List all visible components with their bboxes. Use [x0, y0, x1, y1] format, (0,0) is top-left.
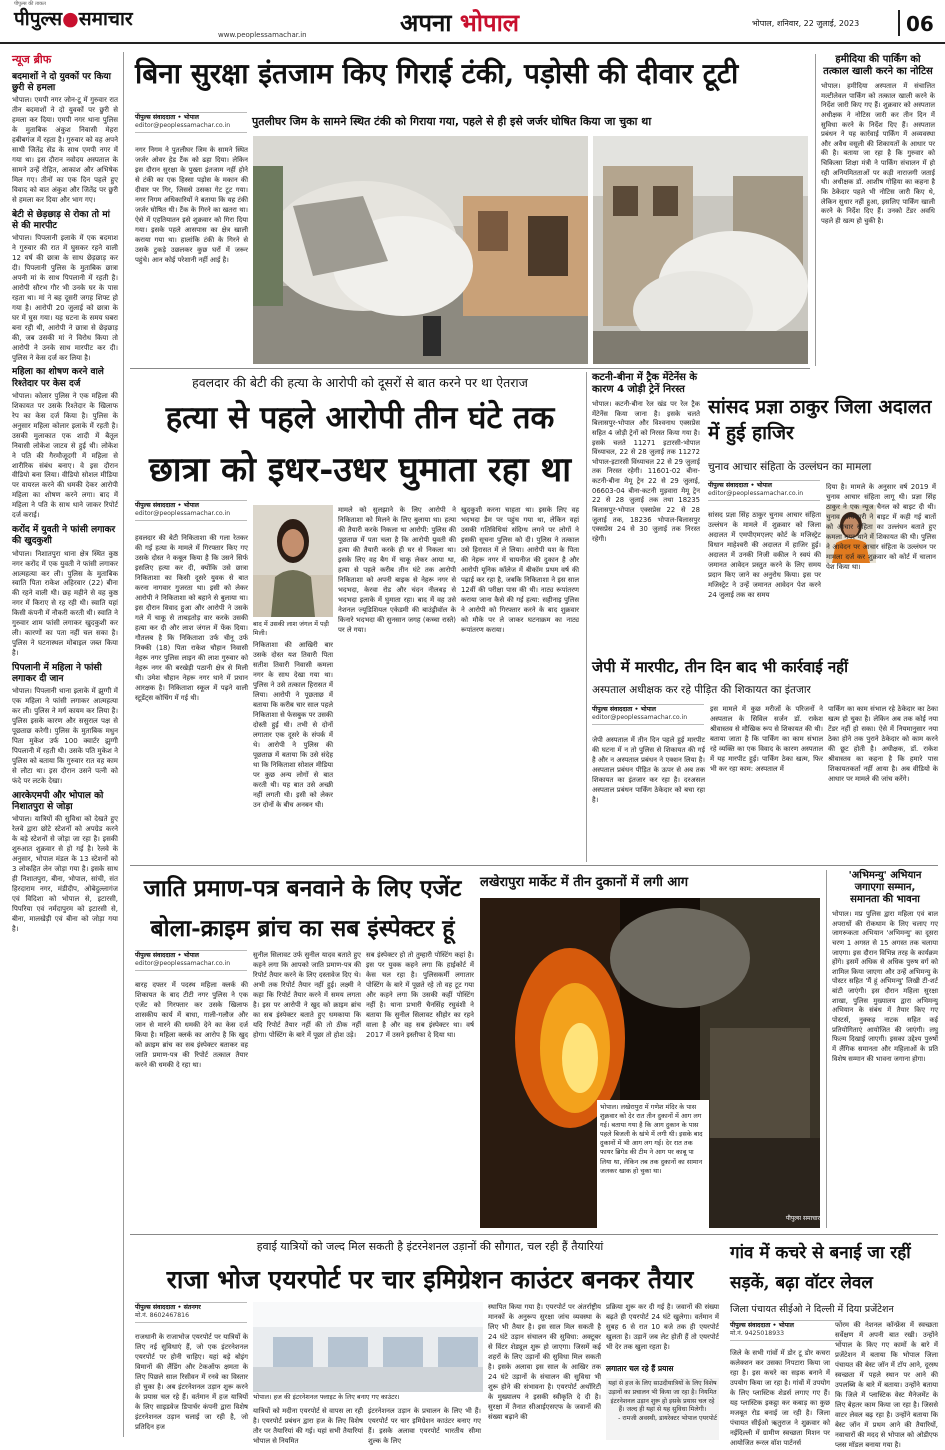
hamidia-story [815, 54, 935, 366]
airport-col-1: राजधानी के राजाभोज एयरपोर्ट पर यात्रियों के लिए नई सुविधाएं हैं, जो एक इंटरनेशनल एयरपोर्ट पर होनी चाहिए। यहां बड़े बोइंग विमानों की लैंडिंग और टेकऑफ क्षमता के लिए पिछले साल रिसीवन में रनवे का विस्तार हो चुका है। अब इंटरनेशनल उड़ान शुरू करने के प्रयास चल रहे हैं। वर्तमान में हज यात्रियों के लिए साइडवेज डिपार्चर कंपनी द्वारा विशेष इंटरनेशनल उड़ान चलाई जा रही है, जो प्रतिदिन हज [135, 1333, 248, 1431]
tank-subhead: पुतलीघर जिम के सामने स्थित टंकी को गिराया गया, पहले से ही इसे जर्जर घोषित किया जा चुका था [252, 115, 652, 128]
divider [130, 1234, 938, 1235]
airport-counter-photo [253, 1302, 483, 1392]
murder-byline: पीपुल्स संवाददाता • भोपाल editor@peoplessamachar.co.in [135, 500, 247, 530]
pragya-byline: पीपुल्स संवाददाता • भोपाल editor@peoplessamachar.co.in [708, 480, 820, 508]
brief-body: भोपाल। पिपलानी इलाके में एक बदमाश ने गुरुवार की रात में घुसकर रहने वाली 12 वर्ष की छात्रा के साथ छेड़छाड़ कर दी। पिपलानी पुलिस के मुताबिक छात्रा अपनी मां के साथ पिपलानी में रहती है। आरोपी सौरभ गौर भी उनके घर के पास रहता था। मां ने बह दूसरी जगह शिफ्ट हो गया है। आरोपी 20 जुलाई को छात्रा के घर में घुस गया। यह घटना के समय घबरा बना रही थी, आरोपी ने छात्रा से छेड़छाड़ की, जब उसकी मां ने विरोध किया तो आरोपी ने उनके साथ मारपीट कर दी। पुलिस ने केस दर्ज कर लिया है। [12, 234, 118, 362]
tank-headline: बिना सुरक्षा इंतजाम किए गिराई टंकी, पड़ोसी की दीवार टूटी [135, 57, 739, 90]
tank-photo-1 [253, 136, 588, 364]
murder-col-2: निकिताशा की आखिरी बार उसके दोस्त यश तिवारी पिता सतीश तिवारी निवासी कमला नगर के साथ देखा गया था। पुलिस ने उसे तत्काल हिरासत में लिया। आरोपी ने पूछताछ में बताया कि करीब चार साल पहले निकिताशा से फेसबुक पर उसकी दोस्ती हुई थी। तभी से दोनों लगातार एक दूसरे के संपर्क में थे। आरोपी ने पुलिस की पूछताछ में बताया कि उसे संदेह था कि निकिताशा सोशल मीडिया पर कुछ अन्य लोगों से बात करती थी। यह बात उसे अच्छी नहीं लगती थी। इसी को लेकर उन दोनों के बीच अनबन थी। [253, 641, 333, 809]
brief-headline: बेटी से छेड़छाड़ से रोका तो मां से की मारपीट [12, 209, 110, 231]
airport-col-4: स्थापित किया गया है। एयरपोर्ट पर अंतर्राष्ट्रीय मानकों के अनुरूप सुरक्षा जांच व्यवस्था के लिए भी तैयार है। इस साल मिल सकती है 24 घंटे उड़ान संचालन की सुविधा: अक्टूबर से विंटर शेड्यूल शुरू हो जाएगा। जिसमें कई शहरों के लिए उड़ानों की सुविधा मिल सकती है। इसके अलावा इस साल के आखिर तक 24 घंटे उड़ानों के संचालन की सुविधा भी शुरू होने की संभावना है। एयरपोर्ट अथॉरिटी के मुख्यालय ने इसकी स्वीकृति दे दी है। सुरक्षा में तैनात सीआईएसएफ के जवानों की संख्या बढ़ाने की [488, 1303, 601, 1421]
website: www.peoplessamachar.in [218, 31, 307, 39]
katni-body: भोपाल। कटनी-बीना रेल खंड पर रेल ट्रैक मेंटेनेंस किया जाना है। इसके चलते बिलासपुर-भोपाल और विश्वनाथ एक्सप्रेस सहित 4 जोड़ी ट्रेनों को निरस्त किया गया है। इसके चलते 11271 इटारसी-भोपाल विंध्याचल, 22 से 28 जुलाई तक 11272 भोपाल-इटारसी विंध्याचल 22 से 29 जुलाई तक निरस्त रहेगी। 11601-02 बीना-कटनी-बीना मेमू ट्रेन 22 से 29 जुलाई, 06603-04 बीना-कटनी मुड़वारा मेमू ट्रेन 22 से 28 जुलाई तक तथा 18235 बिलासपुर-भोपाल एक्सप्रेस 22 से 28 जुलाई तक, 18236 भोपाल-बिलासपुर एक्सप्रेस 24 से 30 जुलाई तक निरस्त रहेगी। [592, 400, 700, 543]
abhimanyu-body: भोपाल। मप्र पुलिस द्वारा महिला एवं बाल अपराधों की रोकथाम के लिए चलाए गए जागरूकता अभियान 'अभिमन्यु' का दूसरा चरण 1 अगस्त से 15 अगस्त तक चलाया जाएगा। इस दौरान विभिन्न तरह के कार्यक्रम होंगे। इसमें अधिक से अधिक पुरुष वर्ग को शामिल किया जाएगा और उन्हें अभिमन्यु के पोस्टर सहित 'मैं हूं अभिमन्यु' लिखी टी-शर्ट बांटी जाएंगी। इस दौरान महिला सुरक्षा शाखा, पुलिस मुख्यालय द्वारा अभिमन्यु अभियान के संबंध में तैयार किए गए पोस्टर्स, नुक्कड़ नाटक सहित कई प्रतियोगिताएं आयोजित की जाएंगी। लघु फिल्म दिखाई जाएगी। इसका उद्देश्य पुरुषों में लैंगिक समानता और महिलाओं के प्रति विशेष सम्मान की भावना जगाना होगा। [832, 910, 938, 1063]
caste-col-2: सुनील सिलावट उर्फ सुनील यादव बताते हुए कहने लगा कि आपको जाति प्रमाण-पत्र की रिपोर्ट तैयार करने के लिए दस्तावेज दिए थे। अभी तक रिपोर्ट तैयार नहीं हुई। लक्ष्मी ने कहा कि रिपोर्ट तैयार करने में समय लगता है। इस पर आरोपी ने खुद को क्राइम ब्रांच का सब इंस्पेक्टर बताते हुए धमकाया कि यदि रिपोर्ट तैयार नहीं की तो ठीक नहीं होगा। पोस्टिंग के बारे में पूछा तो होश उड़े। [253, 951, 361, 1039]
airport-col-5: प्रक्रिया शुरू कर दी गई है। जवानों की संख्या बढ़ते ही एयरपोर्ट 24 घंटे खुलेगा। वर्तमान में सुबह 6 से रात 10 बजे तक ही एयरपोर्ट खुलता है। उड़ानें जब लेट होती हैं तो एयरपोर्ट भी देर तक खुला रहता है। [606, 1303, 719, 1351]
murder-photo-caption: बाद में उसकी लाश जंगल में पड़ी मिली। [253, 620, 329, 638]
brief-body: भोपाल। एमपी नगर जोन-टू में गुरुवार रात तीन बदमाशों ने दो युवकों पर छुरी से हमला कर दिया। एमपी नगर थाना पुलिस के मुताबिक अंकुश निवासी मेहरा हबीबगंज में रहता है। गुरुवार को वह अपने साथी जितेंद्र सेंड के साथ एमपी नगर में गया था। इस दौरान नवोदय अस्पताल के सामने उन्हें रोहित, आकाश और अभिषेक मिल गए। तीनों का एक दिन पहले हुए विवाद को बात अंकुश और जितेंद्र पर छुरी से हमला कर दिया और भाग गए। [12, 96, 118, 204]
tank-body: नगर निगम ने पुतलीघर जिम के सामने स्थित जर्जर ओवर हेड टैंक को ढहा दिया। लेकिन इस दौरान सुरक्षा के पुख्ता इंतजाम नहीं होने से टंकी का एक हिस्सा पड़ोस के मकान की दीवार पर गिर, जिससे उसका गेट टूट गया। नगर निगम अधिकारियों ने बताया कि यह टंकी जर्जर घोषित थी। टैंक के गिरने का खतरा था। ऐसे में एहतियातन इसे शुक्रवार को गिरा दिया गया। इसके पहले आसपास का क्षेत्र खाली कराया गया था। हालांकि टंकी के गिरने से उसके टुकड़े उछलकर कुछ घरों में जरूर पहुंचे। आन कोई परेशानी नहीं आई है। [135, 146, 248, 264]
brief-headline: करोंद में युवती ने फांसी लगाकर की खुदकुशी [12, 525, 116, 547]
caste-headline-1: जाति प्रमाण-पत्र बनवाने के लिए एजेंट [143, 875, 462, 902]
fire-caption-box [597, 1100, 709, 1228]
murder-victim-photo [253, 505, 333, 617]
murder-kicker: हवलदार की बेटी की हत्या के आरोपी को दूसरों से बात करने पर था ऐतराज [192, 375, 528, 390]
caste-col-3: सब इंस्पेक्टर हो तो तुम्हारी पोस्टिंग कहां है। इस पर युवक कहने लगा कि हाईकोर्ट में केस चल रहा है। पुलिसकर्मी लगातार पोस्टिंग के बारे में पूछते रहे तो वह टूट गया और कहने लगा कि उसकी कहीं पोस्टिंग नहीं है। थाना प्रभारी चैनसिंह रघुवंशी ने बताया कि सुनील सिलावट सीहोर का रहने वाला है और वह सब इंस्पेक्टर था। वर्ष 2017 में उसने इस्तीफा दे दिया था। [366, 951, 474, 1039]
airport-col-2: यात्रियों को मदीना एयरपोर्ट से वापस ला रही है। एयरपोर्ट प्रबंधन द्वारा हज के लिए विशेष तौर पर तैयारियां की गई। यहां सभी तैयारियां भोपाल से नियमित [253, 1407, 363, 1445]
brief-body: भोपाल। कोलार पुलिस ने एक महिला की शिकायत पर उसके रिश्तेदार के खिलाफ रेप का केस दर्ज किया है। पुलिस के अनुसार महिला कोलार इलाके में रहती है। उसकी मुलाकात एक शादी में बैतूल निवासी लोकेश जाटव से हुई थी। लोकेश ने पति की गैरमौजूदगी में महिला से शारीरिक संबंध बनाए। वे इस दौरान वीडियो बना लिया। वीडियो सोशल मीडिया पर वायरल करने की धमकी देकर आरोपी महिला का शोषण करने लगा। बाद में महिला ने पति के साथ थाने जाकर रिपोर्ट दर्ज कराई। [12, 391, 118, 520]
fire-credit: पीपुल्स समाचार [785, 1215, 820, 1222]
caste-col-1: बारह दफ्तर में पदस्थ महिला क्लर्क की शिकायत के बाद टीटी नगर पुलिस ने एक एजेंट को गिरफ्तार कर उसके खिलाफ शासकीय कार्य में बाधा, गाली-गलौज और जान से मारने की धमकी देने का केस दर्ज किया है। महिला क्लर्क का आरोप है कि खुद को क्राइम ब्रांच का सब इंस्पेक्टर बताकर वह जाति प्रमाण-पत्र की रिपोर्ट तत्काल तैयार करने की धमकी दे रहा था। [135, 981, 248, 1069]
section-title: अपना भोपाल [400, 8, 520, 37]
divider [130, 368, 810, 369]
fire-headline: लखेरापुरा मार्केट में तीन दुकानों में लगी आग [480, 875, 689, 890]
murder-col-3: मामले को सुलझाने के लिए आरोपी ने निकिताशा को मिलने के लिए बुलाया था। हत्या की तैयारी करके निकला था आरोपी: पुलिस की पूछताछ में पता चला है कि आरोपी युवती की हत्या की तैयारी करके ही घर से निकला था। इसके लिए वह बैग में चाकू लेकर आया था, हत्या से पहले करीब तीन घंटे तक आरोपी निकिताशा को अपनी बाइक से नेहरू नगर से भदभदा, केरवा रोड और चंदन नीलबड़ से भदभदा इलाके में घुमाता रहा। बाद में वह उसे नेशनल ज्यूडिशियल एकेडमी की बाउंड्रीवॉल के किनारे भदभदा की सुनसान जगह (कच्चा रास्ते) पर ले गया। [338, 506, 456, 634]
tagline: पीपुल्स की ताकत [14, 1, 46, 7]
page-number: 06 [898, 10, 934, 36]
tank-photo-1-image [253, 136, 588, 364]
tank-byline: पीपुल्स संवाददाता • भोपाल editor@peoplessamachar.co.in [135, 112, 247, 142]
tank-photo-2-image [593, 136, 808, 364]
airport-quote-box [606, 1378, 719, 1440]
brief-body: भोपाल। यात्रियों की सुविधा को देखते हुए रेलवे द्वारा छोटे स्टेशनों को अपग्रेड करने के बड़े स्टेशनों से जोड़ा जा रहा है। इसकी शुरुआत शुक्रवार से हो गई है। रेलवे के अनुसार, भोपाल मंडल के 13 स्टेशनों को 3 लोकहित लेन जोड़ा गया है। इसके साथ ही निशातपुरा, बीना, भोपाल, सांची, संत हिरदाराम नगर, मंडीदीप, ओबेदुल्लागंज एवं विदिशा को भोपाल से, इटारसी, पिपरिया एवं नर्मदापुरम को इटारसी से, बीना, मालखेड़ी एवं बीना को जोड़ा गया है। [12, 815, 118, 933]
news-brief-tag: न्यूज ब्रीफ [12, 53, 52, 66]
village-col-2: फोरम की नेशनल कॉन्फ्रेंस में स्वच्छता सर्वेक्षण में अपनी बात रखी। उन्होंने भोपाल के किए गए कामों के बारे में प्रजेंटेशन में बताया कि भोपाल जिला पंचायत की बेस्ट जॉन में टॉप आने, दूरस्थ स्वच्छता में पहले स्थान पर आने की उपलब्धि के बारे में बताया। उन्होंने बताया कि जिले में प्लास्टिक वेस्ट मैनेजमेंट के लिए बेहतर काम किया जा रहा है। जिससे वाटर लेवल बढ़ रहा है। उन्होंने बताया कि बेस्ट जॉन में प्रथम आने की तैयारियों, नवाचारों की मदद से भोपाल को ओडीएफ प्लस मॉडल बनाया गया है। [835, 1321, 938, 1449]
village-col-1: जिले के सभी गांवों में डोर टू डोर कचरा कलेक्शन कर उसका निपटारा किया जा रहा है। इस कचरे का सड़क बनाने में उपयोग किया जा रहा है। गांवों में उपयोग के लिए प्लास्टिक शेडर्स लगाए गए हैं। यह प्लास्टिक इकट्ठा कर कबाड़ का कुछ मजबूत रोड बनाई जा रही है। जिला पंचायत सीईओ ऋतुराज ने शुक्रवार को नईदिल्ली में ग्रामीण स्वच्छता मिशन पर आयोजित रूरल वॉश पार्टनर्स [730, 1349, 830, 1447]
village-subhead: जिला पंचायत सीईओ ने दिल्ली में दिया प्रजेंटेशन [730, 1304, 894, 1315]
news-brief-column [12, 52, 124, 1437]
airport-photo-caption: भोपाल। हज की इंटरनेशनल फ्लाइट के लिए बनाए गए काउंटर। [253, 1393, 400, 1401]
village-headline: गांव में कचरे से बनाई जा रहीं सड़कें, बढ़ा वॉटर लेवल [730, 1243, 911, 1293]
murder-col-1: हवलदार की बेटी निकिताशा की गला रेतकर की गई हत्या के मामले में गिरफ्तार किए गए उसके दोस्त ने कबूल किया है कि उसने सिर्फ इसलिए हत्या कर दी, क्योंकि उसे छात्रा निकिताशा का किसी दूसरे युवक से बात करना नागवार गुजरता था। इसी को लेकर आरोपी ने निकिताशा को बहाने से बुलाया था। इस दौरान विवाद हुआ और आरोपी ने उसके गले में चाकू से ताबड़तोड़ वार करके उसकी हत्या कर दी और लाश जंगल में फेंक दिया। गौतलब है कि निकिताशा उर्फ चीनू उर्फ निक्की (18) पिता राकेश चौहान निवासी नेहरू नगर पुलिस लाइन की लाश गुरुवार को नेहरू नगर की बरखेड़ी पठानी क्षेत्र से मिली थी। उमेश चौहान नेहरू नगर थाने में प्रधान आरक्षक है। निकिताशा स्कूल में पढ़ने वाली स्टूडेंट्स कोचिंग में गई थी। [135, 534, 248, 702]
brief-list [12, 72, 118, 935]
caste-byline: पीपुल्स संवाददाता • भोपाल editor@peoplessamachar.co.in [135, 950, 247, 978]
pragya-col-1: सांसद प्रज्ञा सिंह ठाकुर चुनाव आचार संहिता उल्लंघन के मामले में शुक्रवार को जिला अदालत में एमपीएमएलए कोर्ट के मजिस्ट्रेट विधान माहेश्वरी की अदालत में हाजिर हुई। अदालत में उनकी निजी वकील ने स्वयं की जमानत आवेदन प्रस्तुत करने के लिए समय प्रदान किए जाने का अनुरोध किया। इस पर मजिस्ट्रेट ने उन्हें जमानत आवेदन पेश करने 24 जुलाई तक का समय [708, 511, 821, 599]
airport-col-3: इंटरनेशनल उड़ान के प्रचालन के लिए भी हैं। एयरपोर्ट पर चार इमिग्रेशन काउंटर बनाए गए हैं। इसके अलावा एयरपोर्ट भारतीय सीमा शुल्क के लिए [368, 1407, 481, 1445]
masthead [0, 0, 945, 44]
dateline: भोपाल, शनिवार, 22 जुलाई, 2023 [752, 19, 860, 28]
jp-byline: पीपुल्स संवाददाता • भोपाल editor@peoplessamachar.co.in [592, 704, 704, 732]
caste-headline-2: बोला-क्राइम ब्रांच का सब इंस्पेक्टर हूं [150, 915, 455, 942]
jp-col-2: इस मामले में कुछ मरीजों के परिजनों ने अस्पताल के सिविल सर्जन डॉ. राकेश श्रीवास्तव से मौखिक रूप से शिकायत की थी। बताया जाता है कि पार्किंग का काम संभाल रहे व्यक्ति का एक विवाद के कारण अस्पताल में यह मारपीट हुई। पार्किंग ठेका खत्म, फिर भी कर रहा काम: अस्पताल में [710, 705, 823, 773]
airport-photo [253, 1302, 483, 1392]
logo-dot-icon: ● [62, 8, 79, 30]
jp-col-1: जेपी अस्पताल में तीन दिन पहले हुई मारपीट की घटना में न तो पुलिस से शिकायत की गई है और न अस्पताल प्रबंधन ने एक्शन लिया है। अस्पताल प्रबंधन पीड़ित के ऊपर से अब तक शिकायत का इंतजार कर रहा है। दरअसल अस्पताल प्रबंधन पार्किंग ठेकेदार को बचा रहा है। [592, 736, 705, 804]
jp-headline: जेपी में मारपीट, तीन दिन बाद भी कार्रवाई नहीं [592, 658, 849, 676]
pragya-col-2: दिया है। मामले के अनुसार वर्ष 2019 में चुनाव आचार संहिता लागू थी। प्रज्ञा सिंह ठाकुर ने एक न्यूज चैनल को बाइट दी थी। चुनाव अधिकारी ने बाइट में कही गई बातों को आचार संहिता का उल्लंघन बताते हुए कमला नगर थाने में शिकायत की थी। पुलिस ने आवेदन पर आचार संहिता के उल्लंघन पर मामला दर्ज कर शुक्रवार को कोर्ट में चालान पेश किया था। [826, 483, 936, 571]
katni-headline: कटनी-बीना में ट्रैक मेंटेनेंस के कारण 4 जोड़ी ट्रेनें निरस्त [592, 372, 698, 395]
airport-byline: पीपुल्स संवाददाता • संतनगर मो.नं. 8602467816 [135, 1302, 247, 1330]
pragya-subhead: चुनाव आचार संहिता के उल्लंघन का मामला [708, 461, 872, 473]
brief-headline: आरकेएमपी और भोपाल को निशातपुरा से जोड़ा [12, 790, 104, 813]
jp-col-3: पार्किंग का काम संभाल रहे ठेकेदार का ठेका खत्म हो चुका है। लेकिन अब तक कोई नया टेंडर नहीं हो सका। ऐसे में नियमानुसार नया ठेका होने तक पुराने ठेकेदार को काम करने की छूट होती है। अधीक्षक, डॉ. राकेश श्रीवास्तव का कहना है कि हमारे पास शिकायतकर्ता नहीं आया है। अब वीडियो के आधार पर मामले की जांच करेंगे। [828, 705, 938, 783]
hamidia-body: भोपाल। हमीदिया अस्पताल में संचालित मल्टीलेवल पार्किंग को तत्काल खाली करने के निर्देश जारी किए गए हैं। शुक्रवार को अस्पताल अधीक्षक ने नोटिस जारी कर तीन दिन में सुविधा करने के निर्देश दिए हैं। अस्पताल प्रबंधन ने यह कार्रवाई पार्किंग में अव्यवस्था और अवैध वसूली की शिकायतों के आधार पर की है। बताया जा रहा है कि गुरुवार को चिकित्सा शिक्षा मंत्री ने पार्किंग संचालन में हो रही अनियमितताओं पर कड़ी नाराजगी जताई थी। अधीक्षक डॉ. आशीष गोहिया का कहना है कि ठेकेदार पहले भी नोटिस जारी किए थे, लेकिन सुधार नहीं हुआ, इसलिए पार्किंग खाली करने के निर्देश दिए हैं। उनको टेंडर अवधि पहले ही खत्म हो चुकी है। [821, 82, 935, 225]
newspaper-logo: पीपुल्स●समाचार [14, 8, 133, 30]
brief-headline: महिला का शोषण करने वाले रिश्तेदार पर केस दर्ज [12, 367, 104, 389]
abhimanyu-headline-2: जगाएगा सम्मान, [854, 882, 916, 893]
brief-headline: पिपलानी में महिला ने फांसी लगाकर दी जान [12, 662, 102, 685]
airport-headline: राजा भोज एयरपोर्ट पर चार इमिग्रेशन काउंटर बनकर तैयार [166, 1265, 694, 1294]
abhimanyu-story [826, 870, 938, 1228]
village-byline: पीपुल्स संवाददाता • भोपाल मो.नं. 9425018933 [730, 1320, 842, 1346]
airport-kicker: हवाई यात्रियों को जल्द मिल सकती है इंटरनेशनल उड़ानों की सौगात, चल रही हैं तैयारियां [256, 1240, 604, 1253]
tank-photo-2 [593, 136, 808, 364]
abhimanyu-headline-1: 'अभिमन्यु' अभियान [848, 870, 922, 881]
murder-headline-1: हत्या से पहले आरोपी तीन घंटे तक [165, 400, 555, 436]
abhimanyu-headline-3: समानता की भावना [850, 894, 920, 905]
airport-quote: यहां से हज के लिए साउदीयात्रियों के लिए विशेष उड़ानों का प्रचालन भी किया जा रहा है। नियमित इंटरनेशनल उड़ान शुरू हो इसके प्रयास चल रहे हैं। जल्द ही यहां से यह सुविधा मिलेगी। [608, 1380, 717, 1414]
murder-headline-2: छात्रा को इधर-उधर घुमाता रहा था [148, 450, 572, 490]
brief-headline: बदमाशों ने दो युवकों पर किया छुरी से हमला [12, 71, 111, 94]
murder-col-4: खुदकुशी करना चाहता था। इसके लिए वह भदभदा डैम पर पहुंच गया था, लेकिन वहां उसकी गतिविधियां संदिग्ध लगने पर लोगों ने इसकी सूचना पुलिस को दी। पुलिस ने तत्काल उसे हिरासत में ले लिया। आरोपी यश के पिता की नेहरू नगर में चायनीज की दुकान है और आरोपी यूनिक कॉलेज में बीकॉम प्रथम वर्ष की पढ़ाई कर रहा है, जबकि निकिताशा ने इस साल 12वीं की परीक्षा पास की थी। नाट्य रूपांतरण कराया जाना कैसे की गई हत्या: सहीनाइ पुलिस ने आरोपी को गिरफ्तार करने के बाद शुक्रवार को मौके पर ले जाकर घटनाक्रम का नाट्य रूपांतरण कराया। [461, 506, 579, 634]
pragya-headline: सांसद प्रज्ञा ठाकुर जिला अदालत में हुई हाजिर [708, 396, 932, 444]
jp-subhead: अस्पताल अधीक्षक कर रहे पीड़ित की शिकायत का इंतजार [592, 684, 811, 696]
divider [130, 865, 938, 866]
murder-photo [253, 505, 333, 617]
hamidia-headline: हमीदिया की पार्किंग को तत्काल खाली करने का नोटिस [823, 54, 933, 77]
fire-caption: भोपाल। लखेरापुरा में गणेश मंदिर के पास शुक्रवार को देर रात तीन दुकानों में आग लग गई। बताया गया है कि आग दुकान के पास पहले बिजली के खंभे में लगी थी। इसके बाद दुकानों में भी आग लग गई। देर रात तक फायर ब्रिगेड की टीम ने आग पर काबू पा लिया था, लेकिन तब तक दुकानों का सामान जलकर खाक हो चुका था। [600, 1103, 703, 1175]
brief-body: भोपाल। पिपलानी थाना इलाके में झुग्गी में एक महिला ने फांसी लगाकर आत्महत्या कर ली। पुलिस ने मर्ग कायम कर लिया है। पुलिस इसके कारण और ससुराल पक्ष से पूछताछ करेगी। पुलिस के मुताबिक मधुन पिता मुकेश उर्फ 100 क्वार्टर झुग्गी पिपलानी में रहती थी। उसके पति मुकेश ने पुलिस को बताया कि गुरुवार रात वह काम से लौटा था। इस दौरान उसने पत्नी को फंदे पर लटके देखा। [12, 687, 118, 785]
airport-quote-sign: - रामजी अवस्थी, डायरेक्टर भोपाल एयरपोर्ट [618, 1415, 717, 1423]
airport-box-heading: लगातार चल रहे हैं प्रयास [606, 1364, 674, 1373]
brief-body: भोपाल। निशातपुरा थाना क्षेत्र स्थित कुष्ठ नगर करोंद में एक युवती ने फांसी लगाकर आत्महत्या कर ली। पुलिस के मुताबिक स्वाति पिता राकेश अहिरवार (22) बीना की रहने वाली थी। छह महीने से वह कुष्ठ नगर में किराए से रह रही थी। स्वाति यहां किसी कंपनी में नौकरी करती थी। स्वाति ने गुरुवार शाम फांसी लगाकर खुदकुशी कर ली। कारणों का पता नहीं चल सका है। पुलिस ने घटनास्थल मोबाइल जब्त किया है। [12, 549, 118, 657]
